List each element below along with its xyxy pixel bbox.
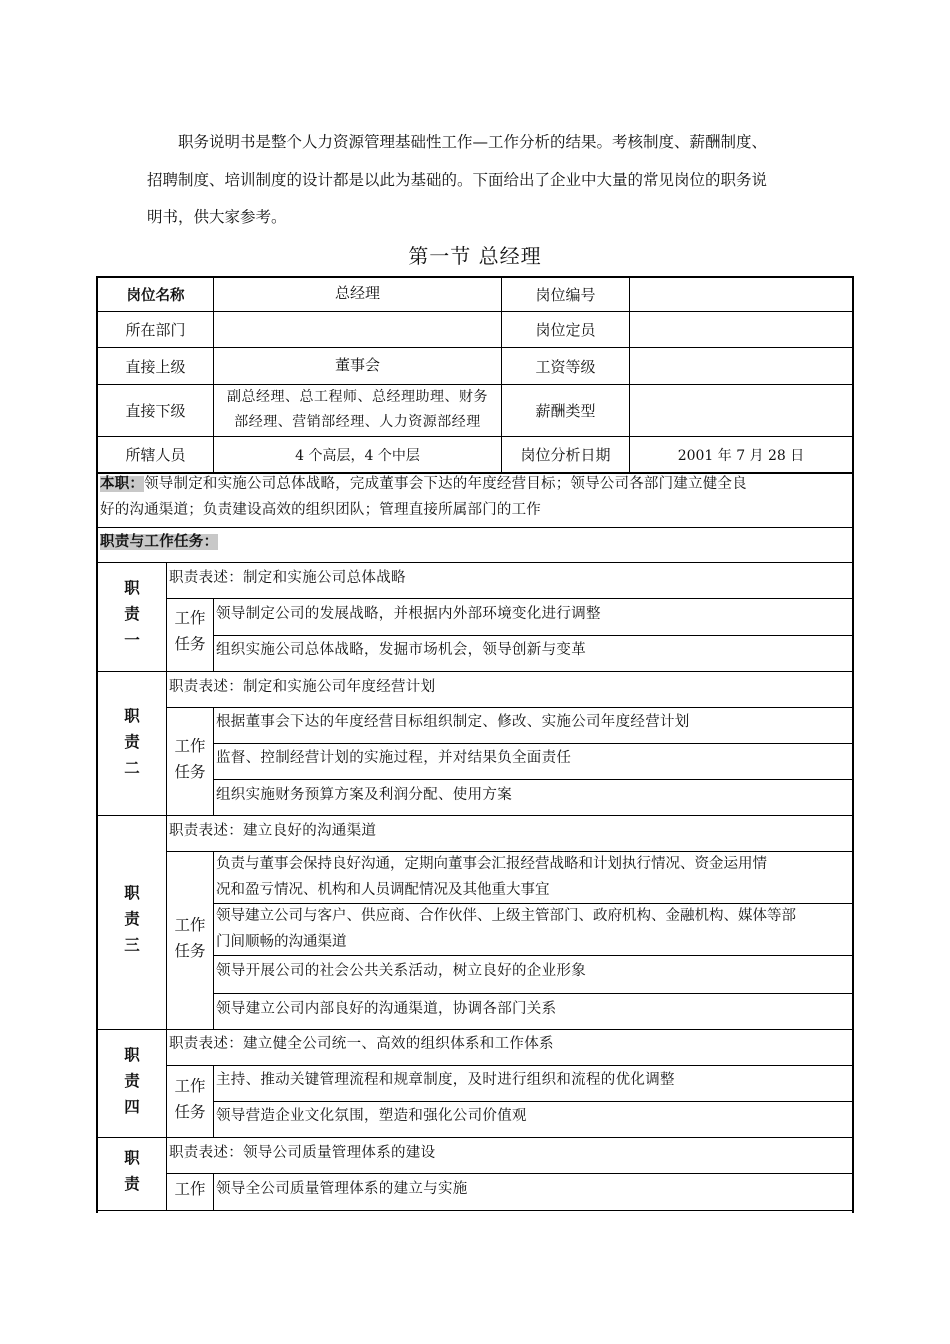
duty-5-statement: 职责表述：领导公司质量管理体系的建设	[169, 1145, 436, 1161]
duty-1-task-2: 组织实施公司总体战略，发掘市场机会，领导创新与变革	[216, 642, 586, 658]
duty-5-work-label: 工作	[174, 1180, 206, 1198]
superior-value: 董事会	[334, 355, 380, 374]
duty-main-line-2: 好的沟通渠道；负责建设高效的组织团队；管理直接所属部门的工作	[100, 502, 541, 518]
subordinate-value	[214, 384, 501, 436]
intro-line-3: 明书，供大家参考。	[147, 208, 287, 226]
duty-2-task-1: 根据董事会下达的年度经营目标组织制定、修改、实施公司年度经营计划	[216, 714, 690, 730]
duty-4-task-2: 领导营造企业文化氛围，塑造和强化公司价值观	[216, 1108, 527, 1124]
staff-value: 4 个高层，4 个中层	[295, 447, 420, 464]
duty-2-task-2: 监督、控制经营计划的实施过程，并对结果负全面责任	[216, 750, 572, 766]
tasks-header: 职责与工作任务：	[100, 534, 219, 550]
duty-5-task-1: 领导全公司质量管理体系的建立与实施	[216, 1181, 468, 1197]
duty-2-work-label: 工作 任务	[174, 737, 206, 781]
grade-label: 工资等级	[535, 357, 596, 376]
dept-label: 所在部门	[125, 321, 186, 339]
superior-label: 直接上级	[125, 357, 186, 376]
duty-3-label: 职 责 三	[124, 884, 140, 954]
staffing-value	[630, 312, 852, 347]
tasks-header-row	[98, 529, 853, 559]
post-name-value: 总经理	[334, 284, 380, 302]
duty-4-label: 职 责 四	[124, 1046, 140, 1116]
duty-5-label: 职 责	[124, 1149, 140, 1193]
section-title: 第一节 总经理	[408, 244, 542, 268]
duty-2-label: 职 责 二	[124, 707, 140, 777]
duty-main-line-1: 领导制定和实施公司总体战略，完成董事会下达的年度经营目标；领导公司各部门建立健全良	[144, 476, 747, 492]
grade-value	[630, 348, 852, 384]
duty-4-work-label: 工作 任务	[174, 1077, 206, 1121]
duty-2-task-3: 组织实施财务预算方案及利润分配、使用方案	[216, 787, 512, 803]
duty-main	[98, 471, 853, 523]
duty-4-task-1: 主持、推动关键管理流程和规章制度，及时进行组织和流程的优化调整	[216, 1072, 675, 1088]
dept-value	[214, 312, 501, 347]
date-value: 2001 年 7 月 28 日	[677, 447, 805, 464]
duty-1-work-label: 工作 任务	[174, 609, 206, 653]
duty-3-task-3: 领导开展公司的社会公共关系活动，树立良好的企业形象	[216, 963, 586, 979]
duty-2-statement: 职责表述：制定和实施公司年度经营计划	[169, 679, 436, 695]
duty-4-statement: 职责表述：建立健全公司统一、高效的组织体系和工作体系	[169, 1036, 554, 1052]
pay-type-value	[630, 385, 852, 436]
duty-3-task-1: 负责与董事会保持良好沟通，定期向董事会汇报经营战略和计划执行情况、资金运用情 况和盈亏情况、机构和人员调配情况及其他重大事宜	[216, 856, 767, 898]
subordinate-line-2: 部经理、营销部经理、人力资源部经理	[234, 414, 481, 430]
duty-1-task-1: 领导制定公司的发展战略，并根据内外部环境变化进行调整	[216, 606, 601, 622]
staffing-label: 岗位定员	[535, 321, 596, 339]
pay-type-label: 薪酬类型	[535, 402, 596, 420]
post-name-label: 岗位名称	[126, 288, 185, 304]
intro-line-2: 招聘制度、培训制度的设计都是以此为基础的。下面给出了企业中大量的常见岗位的职务说	[147, 170, 768, 189]
post-no-label: 岗位编号	[535, 286, 596, 304]
duty-3-work-label: 工作 任务	[174, 916, 206, 960]
subordinate-line-1: 副总经理、总工程师、总经理助理、财务	[227, 389, 488, 405]
duty-3-task-4: 领导建立公司内部良好的沟通渠道，协调各部门关系	[216, 1001, 557, 1017]
duty-main-label: 本职：	[100, 476, 145, 492]
intro-line-1: 职务说明书是整个人力资源管理基础性工作—工作分析的结果。考核制度、薪酬制度、	[178, 133, 768, 151]
duty-1-label: 职 责 一	[124, 579, 140, 649]
staff-label: 所辖人员	[125, 446, 186, 464]
duty-3-statement: 职责表述：建立良好的沟通渠道	[169, 823, 377, 839]
subordinate-label: 直接下级	[125, 402, 186, 420]
duty-1-statement: 职责表述：制定和实施公司总体战略	[169, 570, 406, 586]
duty-3-task-2: 领导建立公司与客户、供应商、合作伙伴、上级主管部门、政府机构、金融机构、媒体等部 门间顺畅的沟通渠道	[216, 908, 796, 950]
date-label: 岗位分析日期	[520, 446, 611, 464]
post-no-value	[630, 278, 852, 311]
intro-paragraph	[147, 124, 807, 237]
